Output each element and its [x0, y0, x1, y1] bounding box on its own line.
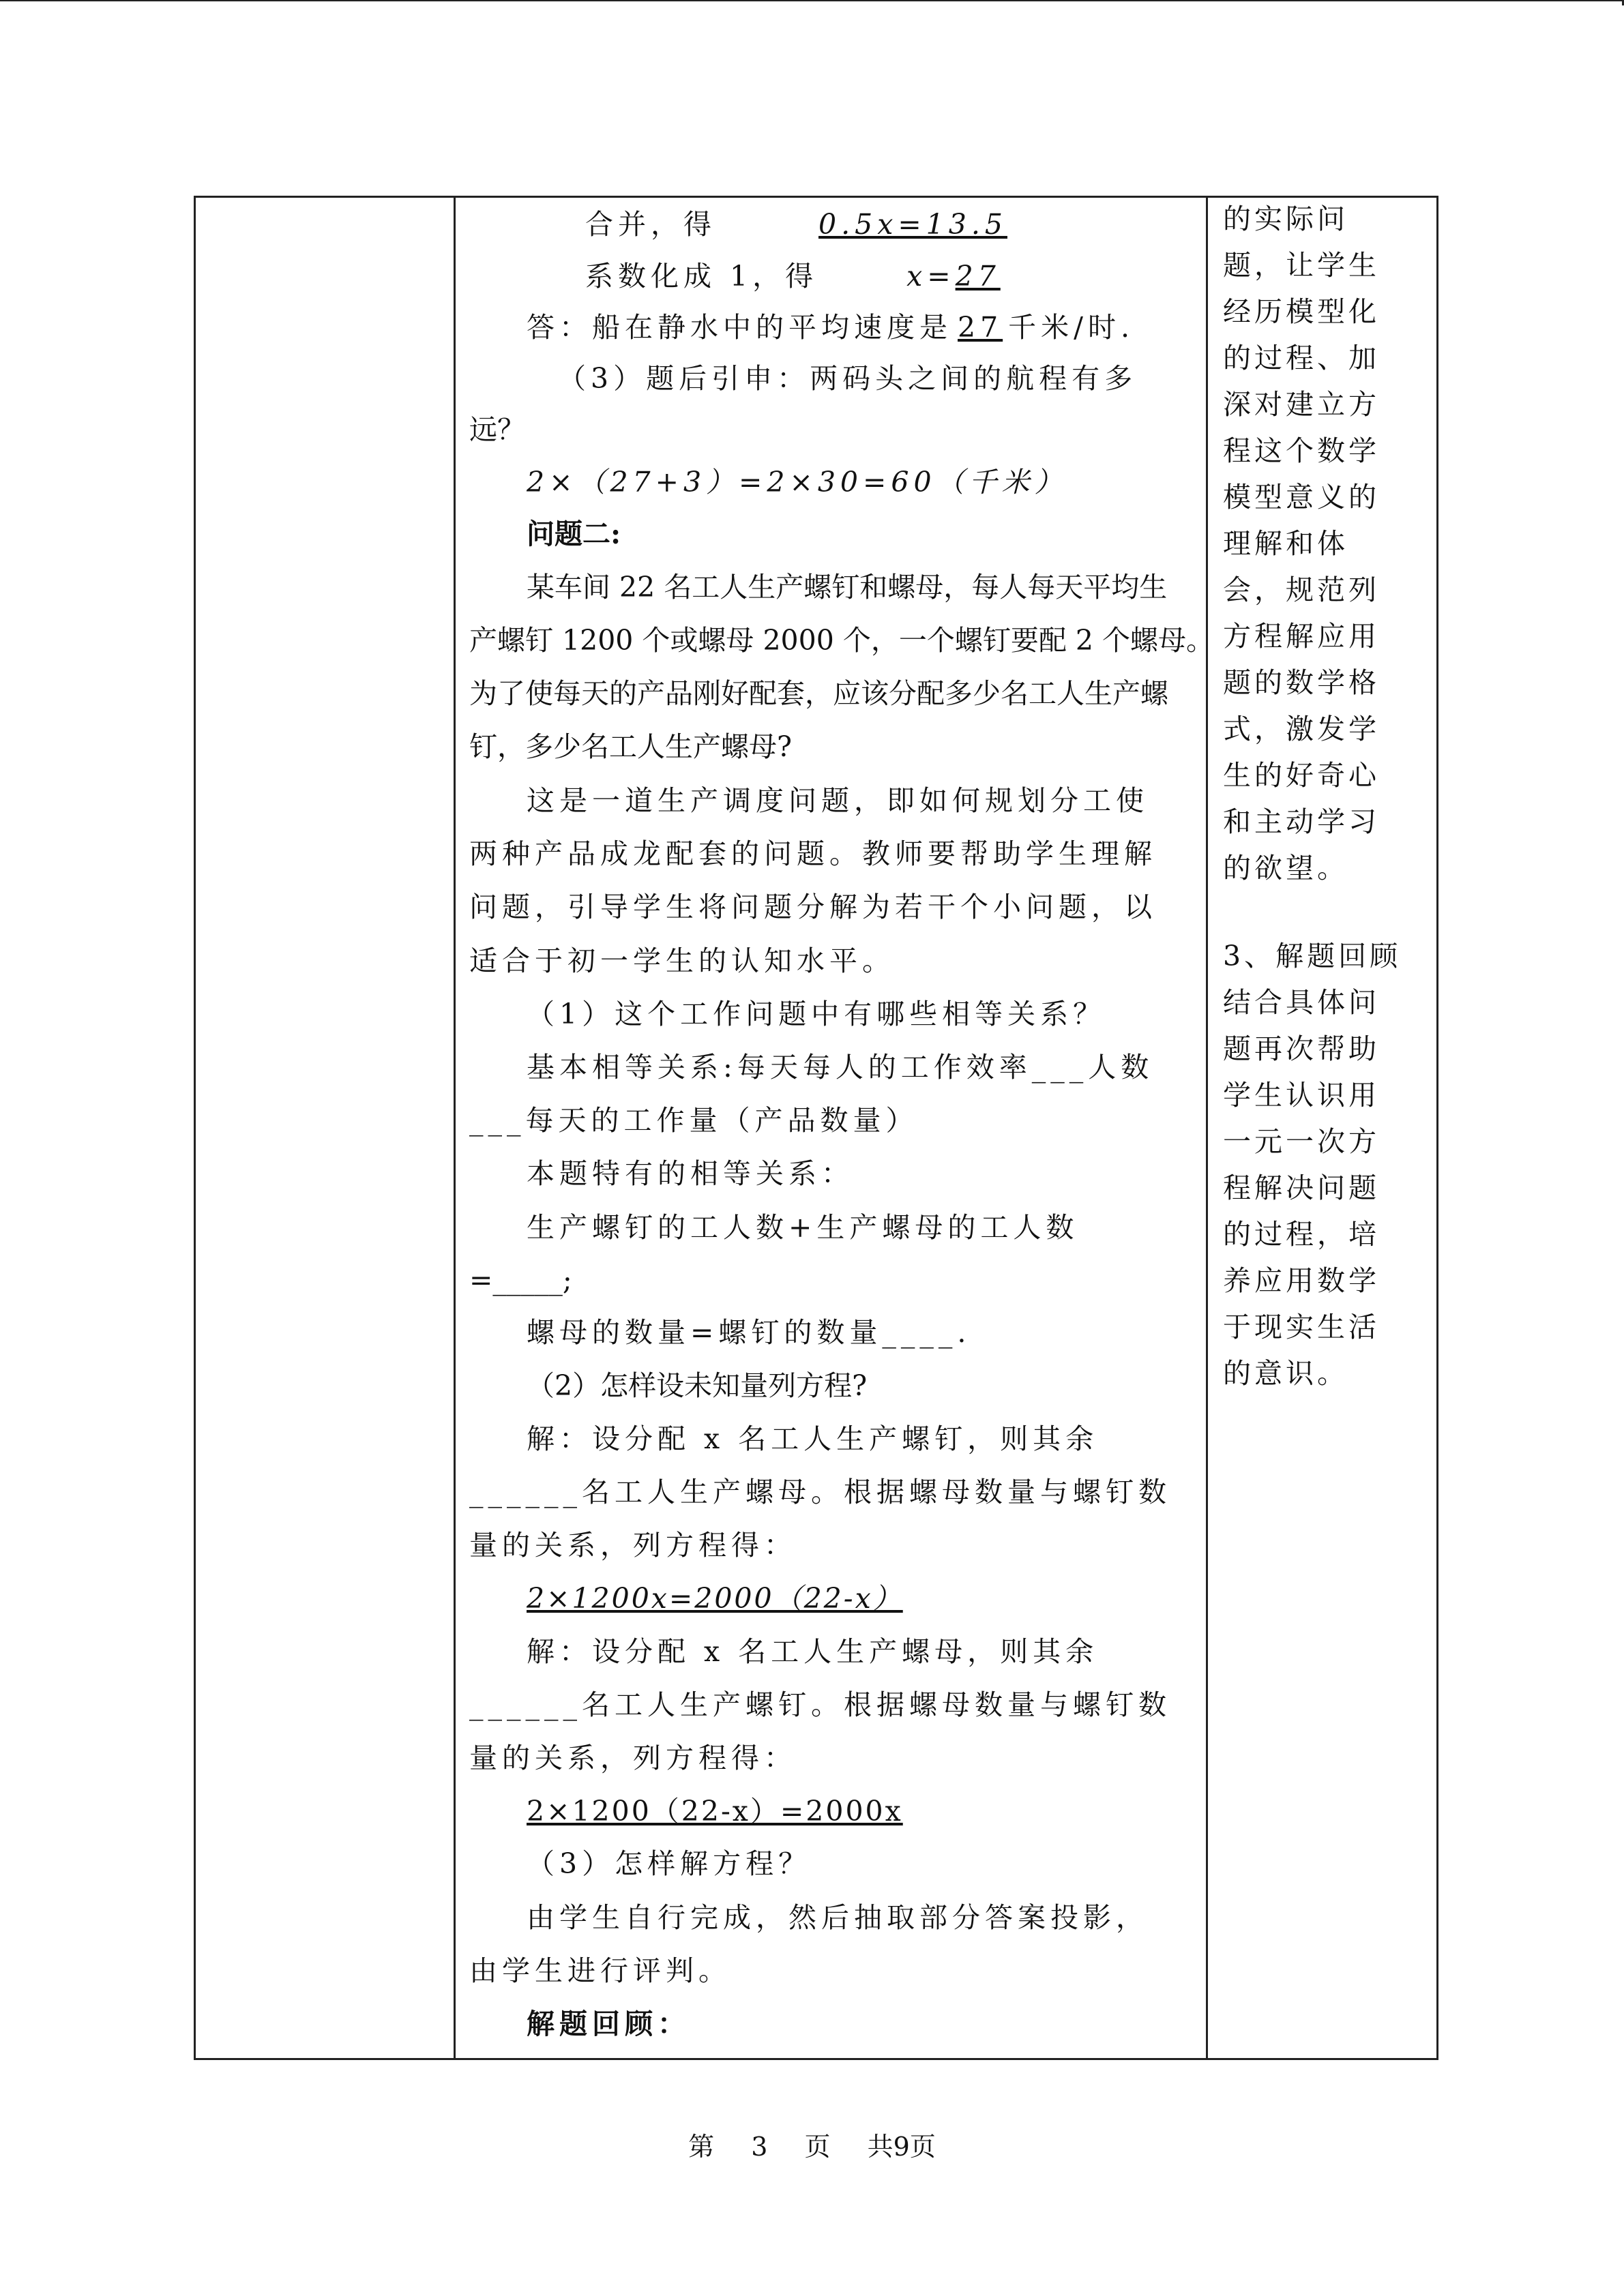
equation-two: 2×1200（22-x）=2000x: [527, 1795, 903, 1828]
solution-two-text-2: ______名工人生产螺钉。根据螺母数量与螺钉数: [469, 1688, 1171, 1721]
solve-instruction-1: 由学生自行完成，然后抽取部分答案投影，: [527, 1901, 1149, 1934]
x-value: 27: [955, 260, 1001, 293]
note-line: 和主动学习: [1223, 805, 1380, 838]
equation-one: 2×1200x=2000（22-x）: [527, 1582, 903, 1615]
basic-relation: 基本相等关系:每天每人的工作效率___人数: [527, 1051, 1154, 1084]
solution-two-text-3: 量的关系，列方程得：: [469, 1742, 797, 1774]
analysis-text-3: 问题，引导学生将问题分解为若干个小问题，以: [469, 891, 1157, 923]
problem-two-text-2: 产螺钉 1200 个或螺母 2000 个，一个螺钉要配 2 个螺母。: [469, 624, 1214, 657]
worker-relation: 生产螺钉的工人数+生产螺母的工人数: [527, 1211, 1079, 1244]
analysis-text-2: 两种产品成龙配套的问题。教师要帮助学生理解: [469, 837, 1157, 870]
extension-question: （3）题后引申：两码头之间的航程有多: [558, 362, 1138, 395]
note-line: 生的好奇心: [1223, 759, 1380, 792]
analysis-text-4: 适合于初一学生的认知水平。: [469, 944, 895, 977]
note-line: 经历模型化: [1223, 295, 1380, 328]
question-two: （2）怎样设未知量列方程?: [527, 1369, 868, 1402]
note-line: 深对建立方: [1223, 388, 1380, 421]
solution-one-text-2: ______名工人生产螺母。根据螺母数量与螺钉数: [469, 1476, 1171, 1508]
extension-question-cont: 远？: [469, 413, 525, 446]
problem-two-heading: 问题二:: [527, 518, 621, 550]
note-line: 题的数学格: [1223, 666, 1380, 699]
note-line: 的过程，培: [1223, 1218, 1380, 1251]
column-divider-1: [454, 198, 456, 2058]
note-line: 于现实生活: [1223, 1311, 1380, 1343]
quantity-relation: 螺母的数量=螺钉的数量____.: [527, 1316, 971, 1349]
page-footer: 第 3 页 共9页: [688, 2132, 936, 2162]
top-border: [0, 0, 1624, 1]
note-line: 的过程、加: [1223, 342, 1380, 374]
note-section-heading: 3、解题回顾: [1223, 940, 1402, 972]
note-line: 的意识。: [1223, 1357, 1348, 1390]
review-heading: 解题回顾：: [527, 2008, 690, 2040]
note-line: 的实际问: [1223, 203, 1348, 235]
teaching-process-column: [469, 196, 1214, 2060]
solve-instruction-2: 由学生进行评判。: [469, 1954, 731, 1987]
coefficient-step: 系数化成 1，得 x=27: [585, 260, 1001, 293]
problem-two-text-1: 某车间 22 名工人生产螺钉和螺母，每人每天平均生: [527, 571, 1168, 603]
answer-line: 答：船在静水中的平均速度是 27 千米/时.: [527, 311, 1135, 344]
column-divider-2: [1206, 198, 1208, 2058]
design-intent-column: [1219, 196, 1423, 2060]
note-line: 题再次帮助: [1223, 1032, 1380, 1065]
note-line: 题，让学生: [1223, 249, 1380, 282]
note-line: 理解和体: [1223, 527, 1348, 560]
note-line: 方程解应用: [1223, 620, 1380, 653]
note-line: 的欲望。: [1223, 852, 1348, 884]
analysis-text-1: 这是一道生产调度问题，即如何规划分工使: [527, 784, 1149, 817]
page-number: 3: [751, 2132, 768, 2162]
solution-one-text-1: 解：设分配 x 名工人生产螺钉，则其余: [527, 1422, 1099, 1455]
note-line: 式，激发学: [1223, 713, 1380, 745]
solution-one-text-3: 量的关系，列方程得：: [469, 1529, 797, 1562]
note-line: 学生认识用: [1223, 1079, 1380, 1112]
basic-relation-cont: ___每天的工作量（产品数量）: [469, 1104, 919, 1137]
question-three: （3）怎样解方程？: [527, 1847, 812, 1880]
special-relation-heading: 本题特有的相等关系：: [527, 1157, 854, 1190]
note-line: 会，规范列: [1223, 573, 1380, 606]
note-line: 模型意义的: [1223, 481, 1380, 513]
worker-relation-blank: =_____;: [469, 1264, 572, 1296]
merge-step: 合并，得 0.5x=13.5: [585, 208, 1007, 241]
note-line: 程解决问题: [1223, 1172, 1380, 1204]
note-line: 一元一次方: [1223, 1125, 1380, 1158]
note-line: 养应用数学: [1223, 1264, 1380, 1297]
problem-two-text-4: 钉，多少名工人生产螺母?: [469, 730, 792, 763]
distance-equation: 2×（27+3）=2×30=60（千米）: [527, 466, 1067, 498]
question-one: （1）这个工作问题中有哪些相等关系？: [527, 998, 1106, 1030]
problem-two-text-3: 为了使每天的产品刚好配套，应该分配多少名工人生产螺: [469, 677, 1168, 710]
note-line: 程这个数学: [1223, 434, 1380, 467]
page-total: 共9页: [867, 2132, 936, 2162]
merge-result: 0.5x=13.5: [818, 208, 1007, 241]
note-line: 结合具体问: [1223, 986, 1380, 1019]
solution-two-text-1: 解：设分配 x 名工人生产螺母，则其余: [527, 1635, 1099, 1668]
